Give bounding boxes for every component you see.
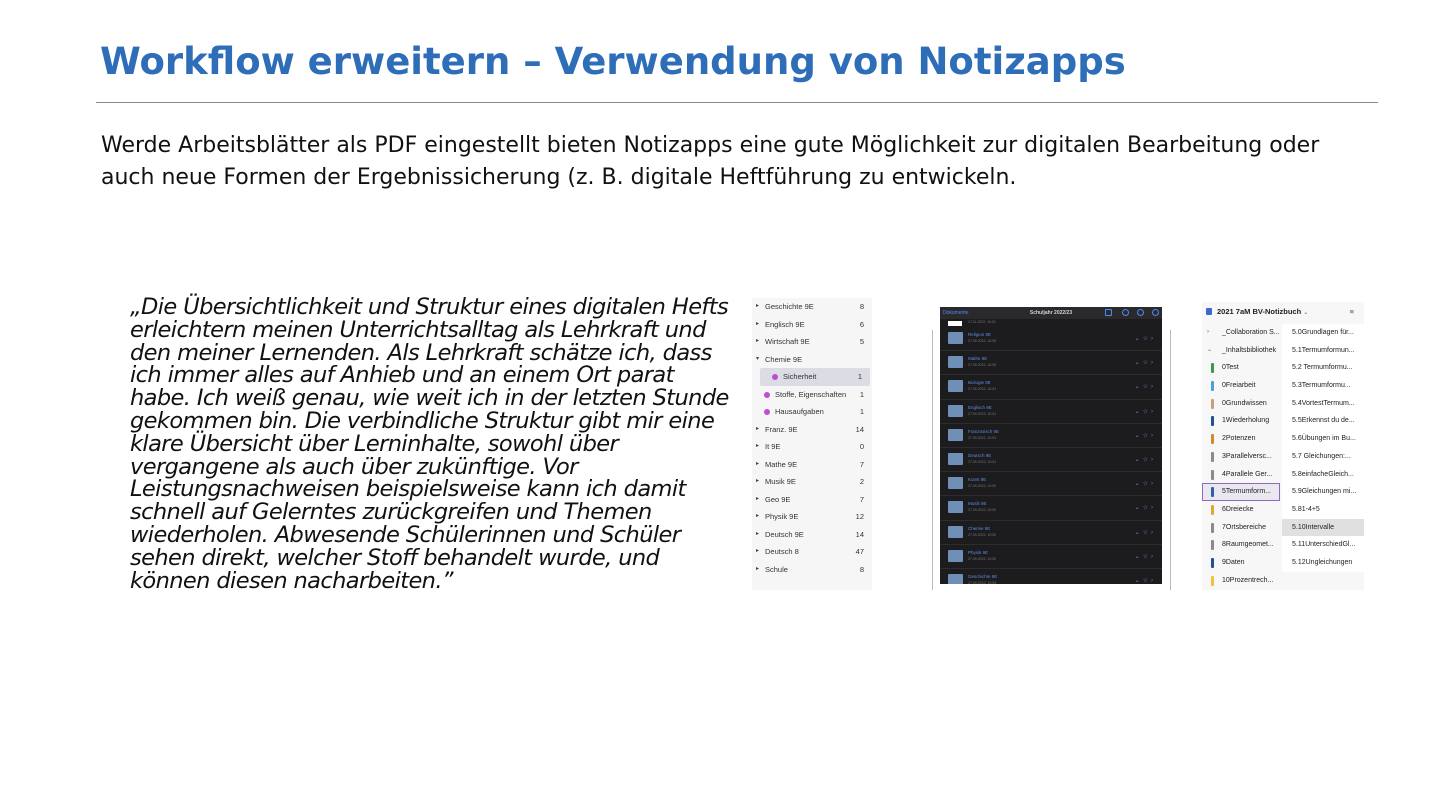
folder-name: Französisch 9E bbox=[968, 428, 1000, 434]
slide-title: Workflow erweitern – Verwendung von Notizapps bbox=[100, 40, 1126, 83]
folder-row[interactable] bbox=[940, 545, 1162, 569]
folder-icon bbox=[948, 380, 963, 392]
chevron-right-icon[interactable]: ▸ bbox=[756, 425, 760, 432]
chevron-right-icon[interactable]: ▸ bbox=[756, 530, 760, 537]
section-color-icon bbox=[1211, 576, 1214, 586]
folder-icon bbox=[948, 574, 963, 584]
folder-row[interactable] bbox=[940, 569, 1162, 584]
section-item[interactable] bbox=[1202, 342, 1280, 360]
folder-count: 47 bbox=[855, 547, 864, 556]
section-color-icon bbox=[1211, 523, 1214, 533]
folder-row[interactable] bbox=[940, 375, 1162, 399]
chevron-down-icon[interactable]: ▾ bbox=[756, 355, 760, 362]
folder-count: 14 bbox=[855, 424, 864, 434]
section-item[interactable] bbox=[1202, 466, 1280, 484]
section-item[interactable] bbox=[1202, 554, 1280, 572]
folder-name: Mathe 9E bbox=[968, 356, 988, 362]
folder-row[interactable] bbox=[940, 424, 1162, 448]
folder-list bbox=[940, 327, 1162, 584]
folder-count: 14 bbox=[855, 529, 864, 539]
chevron-right-icon[interactable]: ▸ bbox=[756, 513, 760, 519]
notebook-header[interactable] bbox=[1202, 302, 1364, 322]
screenshot-separator bbox=[932, 330, 933, 590]
document-thumbnail bbox=[948, 321, 962, 326]
folder-row[interactable] bbox=[752, 491, 872, 509]
folder-icon bbox=[948, 550, 963, 562]
section-label: 2Potenzen bbox=[1222, 435, 1256, 443]
notebook-app-screenshot bbox=[1202, 302, 1364, 590]
folder-icon bbox=[948, 405, 963, 417]
folder-date: 27.09.2022, 10:52 bbox=[968, 556, 997, 561]
folder-date: 27.09.2022, 10:51 bbox=[968, 387, 997, 392]
section-color-icon bbox=[1211, 399, 1214, 409]
folder-label: Deutsch 8 bbox=[765, 547, 799, 556]
folder-count: 8 bbox=[859, 302, 864, 311]
folder-label: Englisch 9E bbox=[765, 319, 805, 329]
section-color-icon bbox=[1211, 363, 1214, 373]
section-item[interactable] bbox=[1202, 324, 1280, 342]
chevron-right-icon[interactable]: ▸ bbox=[756, 460, 760, 467]
folder-row[interactable] bbox=[752, 473, 872, 491]
folder-label: Chemie 9E bbox=[765, 354, 803, 364]
page-item[interactable]: 5.1Termumformun... bbox=[1292, 346, 1355, 354]
tag-dot-icon bbox=[772, 374, 778, 380]
folder-name: Deutsch 9E bbox=[968, 452, 992, 458]
chevron-right-icon[interactable]: ▸ bbox=[756, 443, 760, 449]
folder-row[interactable] bbox=[760, 368, 870, 386]
page-item[interactable]: 5.2 Termumformu... bbox=[1292, 364, 1353, 372]
folder-count: 6 bbox=[859, 319, 864, 329]
section-label: 8Raumgeomet... bbox=[1222, 541, 1274, 549]
section-color-icon bbox=[1211, 558, 1214, 568]
notebook-icon bbox=[1206, 308, 1212, 315]
folder-row[interactable] bbox=[940, 496, 1162, 520]
folder-label: Physik 9E bbox=[765, 512, 799, 521]
page-item[interactable]: 5.8einfacheGleich... bbox=[1292, 470, 1354, 478]
section-label: 3Parallelversc... bbox=[1222, 452, 1272, 460]
page-item[interactable]: 5.11UnterschiedGl... bbox=[1292, 541, 1356, 549]
intro-text: Werde Arbeitsblätter als PDF eingestellt bieten Notizapps eine gute Möglichkeit zur digitalen Bearbeitung oder auch neue Formen der Ergebnissicherung (z. B. digitale Heftführung zu entwickeln. bbox=[101, 133, 1320, 190]
page-item[interactable]: 5.3Termumformu... bbox=[1292, 382, 1351, 390]
page-list bbox=[1282, 324, 1364, 572]
folder-count: 0 bbox=[859, 442, 864, 451]
folder-row[interactable] bbox=[940, 327, 1162, 351]
folder-count: 7 bbox=[859, 459, 864, 469]
section-item[interactable] bbox=[1202, 501, 1280, 519]
teacher-quote: „Die Übersichtlichkeit und Struktur eines digitalen Hefts erleichtern meinen Unterrichtsalltag als Lehrkraft und den meiner Lernenden. Als Lehrkraft schätze ich, dass ich immer alles auf Anhieb und an einem Ort parat habe. Ich weiß genau, wie weit ich in der letzten Stunde gekommen bin. Die verbindliche Struktur gibt mir eine klare Übersicht über Lerninhalte, sowohl über vergangene als auch über zukünftige. Vor Leistungsnachweisen beispielsweise kann ich damit schnell auf Gelerntes zurückgreifen und Themen wiederholen. Abwesende Schülerinnen und Schüler sehen direkt, welcher Stoff behandelt wurde, und können diesen nacharbeiten.” bbox=[130, 294, 729, 594]
page-item[interactable]: 5.6Übungen im Bu... bbox=[1292, 435, 1356, 443]
folder-icon bbox=[948, 429, 963, 441]
section-label: _Inhaltsbibliothek bbox=[1222, 346, 1277, 354]
folder-icon bbox=[948, 526, 963, 538]
section-label: 0Test bbox=[1222, 364, 1239, 372]
section-color-icon bbox=[1211, 505, 1214, 515]
folder-label: Geschichte 9E bbox=[765, 302, 814, 311]
section-item[interactable] bbox=[1202, 359, 1280, 377]
section-label: 9Daten bbox=[1222, 558, 1245, 566]
folder-count: 2 bbox=[859, 477, 864, 486]
chevron-right-icon[interactable]: ▸ bbox=[756, 565, 760, 572]
document-date: 17.11.2022, 10:51 bbox=[968, 320, 996, 324]
section-color-icon bbox=[1211, 452, 1214, 462]
section-color-icon bbox=[1211, 540, 1214, 550]
folder-icon bbox=[948, 453, 963, 465]
chevron-down-icon[interactable]: ⌄ bbox=[1207, 346, 1213, 353]
section-list bbox=[1202, 324, 1280, 589]
folder-row[interactable] bbox=[752, 333, 872, 351]
page-item[interactable]: 5.5Erkennst du de... bbox=[1292, 417, 1355, 425]
section-color-icon bbox=[1211, 434, 1214, 444]
section-item[interactable] bbox=[1202, 377, 1280, 395]
folder-row[interactable] bbox=[752, 421, 872, 439]
page-item[interactable]: 5.0Grundlagen für... bbox=[1292, 329, 1354, 336]
tag-dot-icon bbox=[764, 409, 770, 415]
folder-date: 27.09.2022, 10:52 bbox=[968, 484, 997, 489]
folder-date: 27.09.2022, 10:50 bbox=[968, 363, 997, 368]
row-actions-icons[interactable]: ⌄☆› bbox=[1134, 505, 1156, 512]
row-actions-icons[interactable]: ⌄☆› bbox=[1134, 456, 1156, 463]
folder-date: 27.09.2022, 10:52 bbox=[968, 508, 997, 513]
sort-icon[interactable]: ≡ bbox=[1349, 307, 1354, 316]
section-label: 1Wiederholung bbox=[1222, 417, 1270, 425]
section-color-icon bbox=[1211, 381, 1214, 391]
row-actions-icons[interactable]: ⌄☆› bbox=[1134, 432, 1156, 439]
section-label: 10Prozentrech... bbox=[1222, 576, 1274, 584]
folder-name: Musik 9E bbox=[968, 501, 987, 507]
folder-count: 1 bbox=[857, 372, 862, 381]
section-color-icon bbox=[1211, 470, 1214, 480]
folder-row[interactable] bbox=[752, 316, 872, 334]
folder-count: 8 bbox=[859, 564, 864, 574]
folder-name: Geschichte 9E bbox=[968, 573, 998, 579]
folder-name: Religion 9E bbox=[968, 332, 992, 337]
section-item[interactable] bbox=[1202, 483, 1280, 501]
folder-row[interactable] bbox=[752, 543, 872, 561]
folder-row[interactable] bbox=[752, 561, 872, 579]
chevron-right-icon[interactable]: ▸ bbox=[756, 320, 760, 327]
folder-row[interactable] bbox=[752, 298, 872, 316]
folder-icon bbox=[948, 501, 963, 513]
app-header bbox=[940, 307, 1162, 319]
folder-icon bbox=[948, 477, 963, 489]
folder-label: Franz. 9E bbox=[765, 424, 798, 434]
folder-label: Musik 9E bbox=[765, 477, 796, 486]
row-actions-icons[interactable]: ⌄☆› bbox=[1134, 481, 1156, 488]
page-item[interactable]: 5.81-4+5 bbox=[1292, 505, 1320, 513]
chevron-right-icon[interactable]: ▸ bbox=[756, 303, 760, 309]
folder-date: 27.09.2022, 10:50 bbox=[968, 339, 997, 343]
folder-row[interactable] bbox=[752, 526, 872, 544]
folder-date: 27.09.2022, 10:51 bbox=[968, 411, 997, 416]
folder-list-screenshot bbox=[752, 298, 872, 590]
back-link[interactable]: Dokumente bbox=[943, 310, 969, 316]
gear-icon[interactable] bbox=[1152, 309, 1159, 316]
page-item[interactable]: 5.7 Gleichungen:... bbox=[1292, 452, 1351, 460]
chevron-right-icon[interactable]: ▸ bbox=[756, 338, 760, 344]
chevron-right-icon[interactable]: ▸ bbox=[756, 478, 760, 484]
app-title: Schuljahr 2022/23 bbox=[1029, 310, 1073, 316]
folder-row[interactable] bbox=[752, 351, 872, 369]
folder-name: Englisch 9E bbox=[968, 404, 992, 410]
section-color-icon bbox=[1211, 487, 1214, 497]
folder-count: 12 bbox=[855, 512, 864, 521]
folder-label: Mathe 9E bbox=[765, 459, 798, 469]
section-item[interactable] bbox=[1202, 519, 1280, 537]
page-item[interactable]: 5.9Gleichungen mi... bbox=[1292, 488, 1357, 496]
page-item[interactable]: 5.10Intervalle bbox=[1282, 519, 1364, 537]
top-document-row[interactable] bbox=[940, 319, 1162, 327]
folder-row[interactable] bbox=[940, 351, 1162, 375]
section-item[interactable] bbox=[1202, 395, 1280, 413]
section-color-icon bbox=[1211, 416, 1214, 426]
folder-label: Hausaufgaben bbox=[775, 407, 824, 416]
chevron-down-icon[interactable]: ⌄ bbox=[1303, 310, 1309, 316]
row-actions-icons[interactable]: ⌄☆› bbox=[1134, 384, 1156, 391]
row-actions-icons[interactable]: ⌄☆› bbox=[1134, 336, 1156, 342]
folder-date: 27.09.2022, 10:52 bbox=[968, 532, 997, 537]
folder-label: Deutsch 9E bbox=[765, 529, 804, 539]
screenshot-separator bbox=[1170, 330, 1171, 590]
section-item[interactable] bbox=[1202, 412, 1280, 430]
folder-name: Kunst 9E bbox=[968, 477, 987, 483]
settings-icon[interactable] bbox=[1137, 309, 1144, 316]
chevron-right-icon[interactable]: ▸ bbox=[756, 495, 760, 502]
new-doc-icon[interactable] bbox=[1105, 309, 1112, 316]
folder-name: Biologie 9E bbox=[968, 380, 991, 386]
folder-date: 27.09.2022, 10:51 bbox=[968, 435, 997, 440]
section-label: 0Grundwissen bbox=[1222, 399, 1267, 407]
folder-count: 1 bbox=[859, 389, 864, 399]
folder-label: Stoffe, Eigenschaften bbox=[775, 389, 847, 399]
folder-row[interactable] bbox=[940, 400, 1162, 424]
section-label: _Collaboration S... bbox=[1222, 329, 1280, 336]
folder-icon bbox=[948, 356, 963, 368]
folder-label: Wirtschaft 9E bbox=[765, 337, 810, 346]
row-actions-icons[interactable]: ⌄☆› bbox=[1134, 529, 1156, 536]
folder-icon bbox=[948, 332, 963, 344]
section-label: 4Parallele Ger... bbox=[1222, 470, 1273, 478]
folder-label: Sicherheit bbox=[783, 372, 817, 381]
section-label: 5Termumform... bbox=[1222, 488, 1272, 496]
section-item[interactable] bbox=[1202, 572, 1280, 590]
chevron-right-icon[interactable]: › bbox=[1207, 329, 1209, 335]
folder-name: Chemie 9E bbox=[968, 525, 991, 531]
row-actions-icons[interactable]: ⌄☆› bbox=[1134, 360, 1156, 367]
section-label: 0Freiarbeit bbox=[1222, 382, 1256, 390]
folder-row[interactable] bbox=[752, 438, 872, 456]
folder-date: 27.09.2022, 10:53 bbox=[968, 580, 997, 584]
folder-row[interactable] bbox=[752, 403, 872, 421]
notebook-title: 2021 7aM BV-Notizbuch bbox=[1217, 307, 1302, 316]
folder-date: 27.09.2022, 10:51 bbox=[968, 459, 997, 464]
folder-count: 5 bbox=[859, 337, 864, 346]
folder-name: Physik 9E bbox=[968, 549, 989, 555]
section-item[interactable] bbox=[1202, 448, 1280, 466]
folder-label: Schule bbox=[765, 564, 788, 574]
bell-icon[interactable] bbox=[1122, 309, 1129, 316]
folder-row[interactable] bbox=[752, 508, 872, 526]
section-item[interactable] bbox=[1202, 536, 1280, 554]
folder-label: Geo 9E bbox=[765, 494, 791, 504]
row-actions-icons[interactable]: ⌄☆› bbox=[1134, 577, 1156, 584]
row-actions-icons[interactable]: ⌄☆› bbox=[1134, 553, 1156, 560]
folder-row[interactable] bbox=[940, 448, 1162, 472]
title-divider bbox=[96, 102, 1378, 103]
folder-label: It 9E bbox=[765, 442, 781, 451]
tag-dot-icon bbox=[764, 392, 770, 398]
folder-count: 1 bbox=[859, 407, 864, 416]
folder-row[interactable] bbox=[752, 456, 872, 474]
folder-row[interactable] bbox=[940, 521, 1162, 545]
page-item[interactable]: 5.4VortestTermum... bbox=[1292, 399, 1355, 407]
section-label: 6Dreiecke bbox=[1222, 505, 1254, 513]
section-item[interactable] bbox=[1202, 430, 1280, 448]
folder-row[interactable] bbox=[940, 472, 1162, 496]
section-label: 7Ortsbereiche bbox=[1222, 523, 1266, 531]
folder-row[interactable] bbox=[752, 386, 872, 404]
chevron-right-icon[interactable]: ▸ bbox=[756, 548, 760, 554]
folder-count: 7 bbox=[859, 494, 864, 504]
page-item[interactable]: 5.12Ungleichungen bbox=[1292, 558, 1353, 566]
dark-folder-app-screenshot bbox=[940, 307, 1162, 584]
row-actions-icons[interactable]: ⌄☆› bbox=[1134, 408, 1156, 415]
